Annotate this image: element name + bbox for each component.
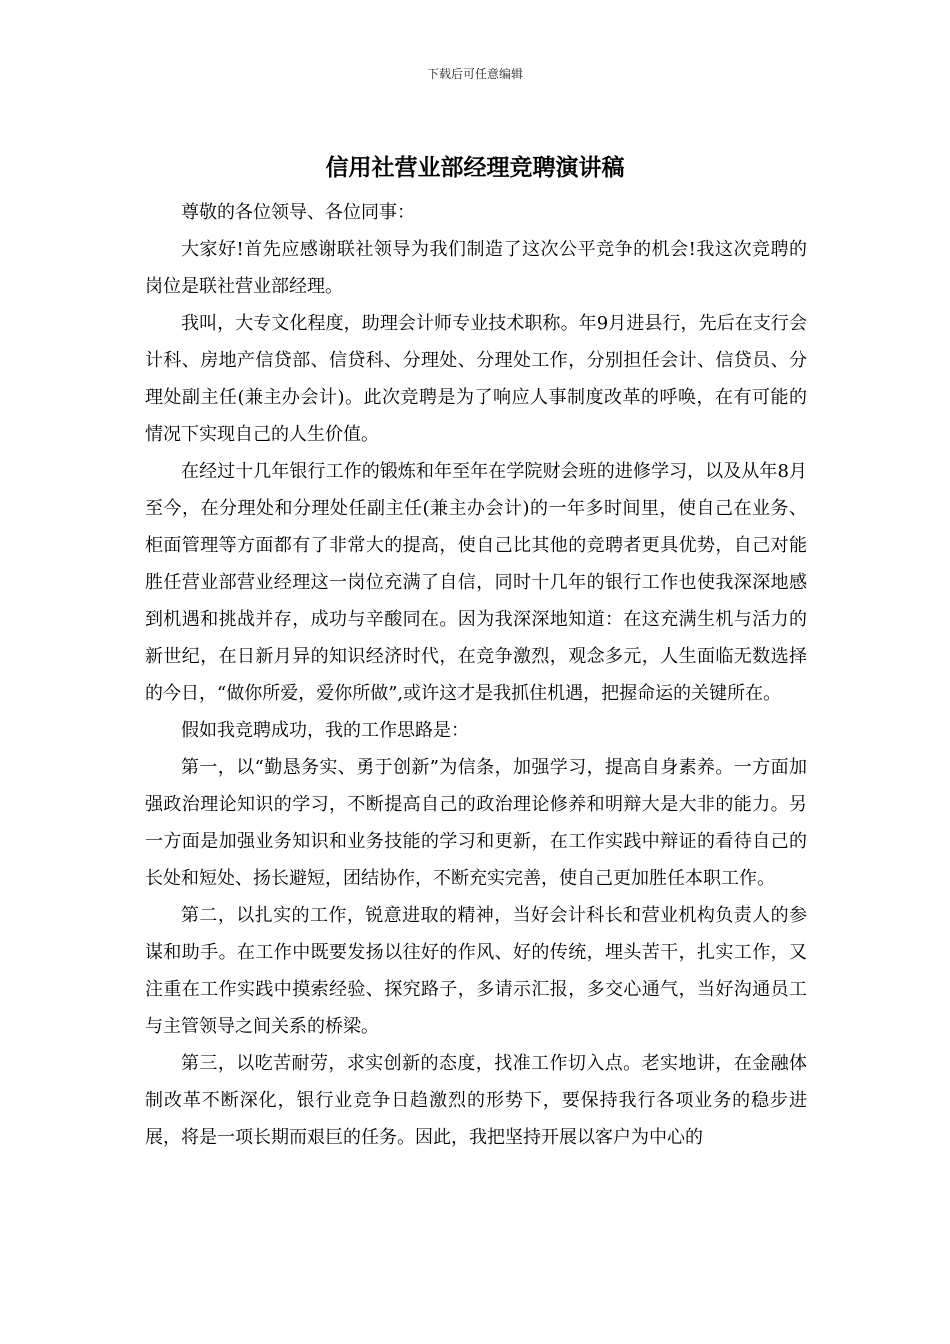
plan-point-one-paragraph: 第一，以“勤恳务实、勇于创新”为信条，加强学习，提高自身素养。一方面加强政治理论知识的学习，不断提高自己的政治理论修养和明辩大是大非的能力。另一方面是加强业务知识和业务技能的学习和更新，在工作实践中辩证的看待自己的长处和短处、扬长避短，团结协作，不断充实完善，使自己更加胜任本职工作。 [145,757,807,889]
plan-point-two-paragraph: 第二，以扎实的工作，锐意进取的精神，当好会计科长和营业机构负责人的参谋和助手。在工作中既要发扬以往好的作风、好的传统，埋头苦干，扎实工作，又注重在工作实践中摸索经验、探究路子，多请示汇报，多交心通气，当好沟通员工与主管领导之间关系的桥梁。 [145,905,807,1037]
document-body [145,194,807,1156]
work-plan-intro-paragraph: 假如我竞聘成功，我的工作思路是： [181,720,469,741]
plan-point-three-paragraph: 第三，以吃苦耐劳，求实创新的态度，找准工作切入点。老实地讲，在金融体制改革不断深化，银行业竞争日趋激烈的形势下，要保持我行各项业务的稳步进展，将是一项长期而艰巨的任务。因此，我把坚持开展以客户为中心的 [145,1053,807,1148]
greeting-paragraph: 大家好!首先应感谢联社领导为我们制造了这次公平竞争的机会!我这次竞聘的岗位是联社营业部经理。 [145,239,807,297]
page-header-note: 下载后可任意编辑 [426,67,523,81]
document-title: 信用社营业部经理竞聘演讲稿 [325,154,625,181]
salutation-paragraph: 尊敬的各位领导、各位同事： [181,202,415,223]
experience-paragraph: 在经过十几年银行工作的锻炼和年至年在学院财会班的进修学习，以及从年8月至今，在分理处和分理处任副主任(兼主办会计)的一年多时间里，使自己在业务、柜面管理等方面都有了非常大的提高，使自己比其他的竞聘者更具优势，自己对能胜任营业部营业经理这一岗位充满了自信，同时十几年的银行工作也使我深深地感到机遇和挑战并存，成功与辛酸同在。因为我深深地知道：在这充满生机与活力的新世纪，在日新月异的知识经济时代，在竞争激烈，观念多元，人生面临无数选择的今日，“做你所爱，爱你所做”,或许这才是我抓住机遇，把握命运的关键所在。 [145,461,807,704]
self-introduction-paragraph: 我叫，大专文化程度，助理会计师专业技术职称。年9月进县行，先后在支行会计科、房地产信贷部、信贷科、分理处、分理处工作，分别担任会计、信贷员、分理处副主任(兼主办会计)。此次竞聘是为了响应人事制度改革的呼唤，在有可能的情况下实现自己的人生价值。 [145,313,807,445]
